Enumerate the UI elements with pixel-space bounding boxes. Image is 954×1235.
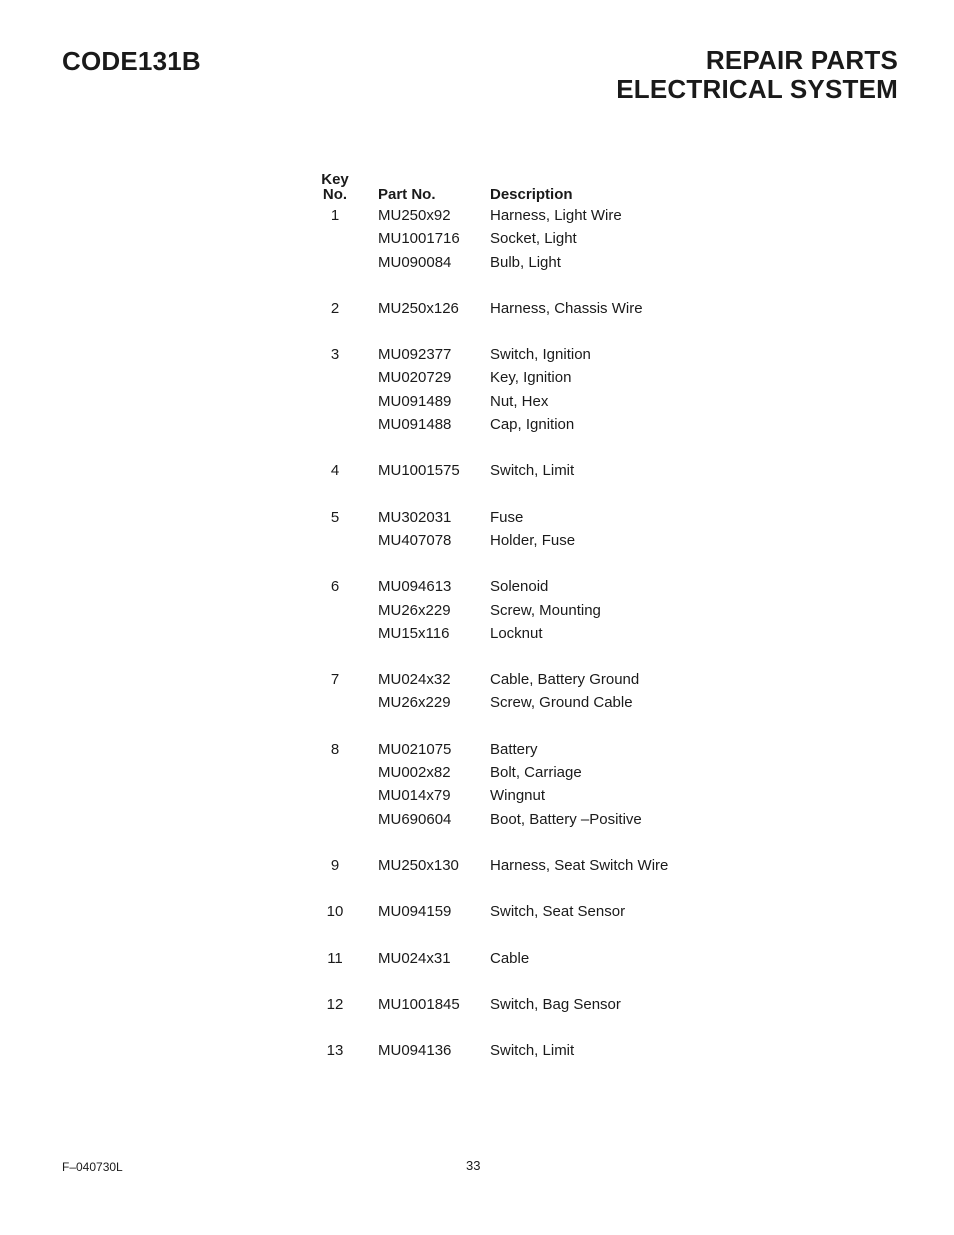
part-number: MU250x130 <box>378 856 459 874</box>
part-description: Solenoid <box>490 578 549 596</box>
header-key-line-2: No. <box>322 186 348 203</box>
part-description: Nut, Hex <box>490 392 549 410</box>
part-description: Cable <box>490 949 530 967</box>
part-description: Key, Ignition <box>490 369 572 387</box>
part-description: Locknut <box>490 624 543 642</box>
key-number: 12 <box>326 995 344 1013</box>
part-number: MU021075 <box>378 740 452 758</box>
key-number: 11 <box>327 949 343 967</box>
header-part-no: Part No. <box>378 186 436 203</box>
part-number: MU407078 <box>378 531 452 549</box>
page-title-line-1: REPAIR PARTS <box>705 45 898 75</box>
part-number: MU690604 <box>378 810 452 828</box>
part-description: Battery <box>490 740 538 758</box>
part-description: Switch, Limit <box>490 1042 575 1060</box>
part-number: MU094159 <box>378 903 452 921</box>
part-number: MU094613 <box>378 578 452 596</box>
part-number: MU15x116 <box>378 624 450 642</box>
part-number: MU002x82 <box>378 764 451 782</box>
part-description: Bulb, Light <box>490 253 561 271</box>
part-description: Screw, Ground Cable <box>490 694 633 712</box>
part-description: Cable, Battery Ground <box>490 671 640 689</box>
part-description: Cap, Ignition <box>490 416 575 434</box>
part-number: MU26x229 <box>378 694 451 712</box>
part-number: MU250x92 <box>378 207 451 224</box>
part-number: MU302031 <box>378 508 452 526</box>
part-description: Screw, Mounting <box>490 601 601 619</box>
part-description: Switch, Ignition <box>490 346 591 364</box>
header-key-line-1: Key <box>321 171 349 188</box>
key-number: 10 <box>326 903 344 921</box>
header-description: Description <box>490 186 573 203</box>
page-title-line-2: ELECTRICAL SYSTEM <box>616 74 898 104</box>
part-number: MU024x31 <box>378 949 451 967</box>
part-number: MU1001716 <box>378 230 460 248</box>
key-number: 3 <box>330 346 340 364</box>
part-description: Bolt, Carriage <box>490 764 582 782</box>
part-number: MU020729 <box>378 369 452 387</box>
part-description: Wingnut <box>490 787 546 805</box>
part-description: Switch, Seat Sensor <box>490 903 626 921</box>
part-description: Switch, Limit <box>490 462 575 480</box>
part-number: MU014x79 <box>378 787 451 805</box>
key-number: 13 <box>326 1042 344 1060</box>
key-number: 6 <box>330 578 340 596</box>
model-code: CODE131B <box>62 46 201 76</box>
part-number: MU091489 <box>378 392 452 410</box>
key-number: 9 <box>330 856 340 874</box>
part-description: Boot, Battery –Positive <box>490 810 642 828</box>
part-description: Holder, Fuse <box>490 531 576 549</box>
part-description: Fuse <box>490 508 524 526</box>
part-description: Harness, Chassis Wire <box>490 299 643 317</box>
part-number: MU1001575 <box>378 462 460 480</box>
key-number: 5 <box>330 508 340 526</box>
page-title <box>616 46 898 104</box>
key-number: 4 <box>330 462 340 480</box>
part-description: Harness, Light Wire <box>490 207 622 224</box>
part-number: MU090084 <box>378 253 452 271</box>
part-number: MU091488 <box>378 416 452 434</box>
part-number: MU1001845 <box>378 995 460 1013</box>
key-number: 8 <box>330 740 340 758</box>
part-description: Harness, Seat Switch Wire <box>490 856 669 874</box>
page-number: 33 <box>466 1158 481 1173</box>
part-number: MU092377 <box>378 346 452 364</box>
key-number: 1 <box>330 207 340 224</box>
part-description: Socket, Light <box>490 230 577 248</box>
key-number: 7 <box>330 671 340 689</box>
part-description: Switch, Bag Sensor <box>490 995 621 1013</box>
part-number: MU250x126 <box>378 299 459 317</box>
part-number: MU094136 <box>378 1042 452 1060</box>
form-code: F–040730L <box>62 1160 123 1174</box>
key-number: 2 <box>330 299 340 317</box>
header-key-no <box>310 172 360 202</box>
part-number: MU26x229 <box>378 601 451 619</box>
part-number: MU024x32 <box>378 671 451 689</box>
